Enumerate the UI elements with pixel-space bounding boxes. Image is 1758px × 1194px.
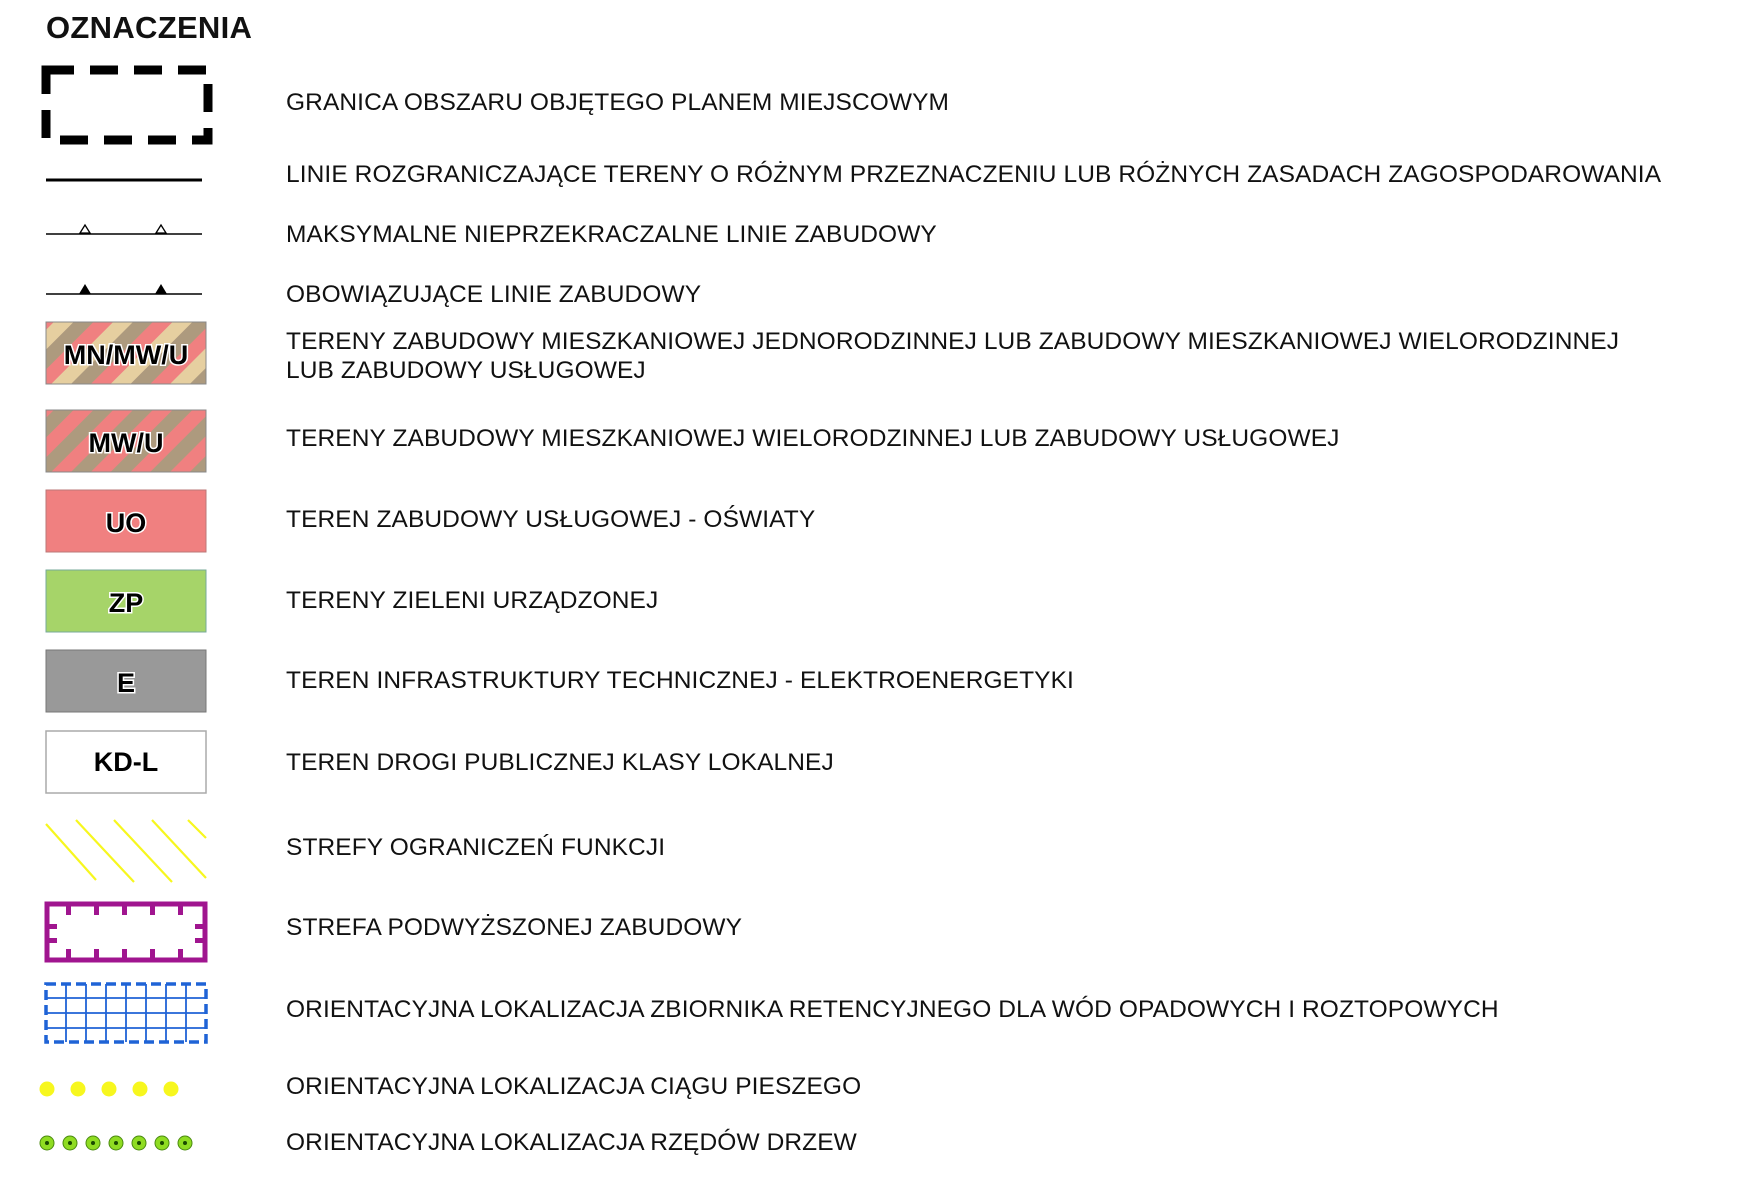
plan-boundary-symbol: [36, 62, 216, 148]
legend-label-retention-tank: ORIENTACYJNA LOKALIZACJA ZBIORNIKA RETENCYJNEGO DLA WÓD OPADOWYCH I ROZTOPOWYCH: [286, 996, 1499, 1023]
uo-zone-swatch: [36, 488, 216, 554]
legend-label-mn-mw-u-line1: TERENY ZABUDOWY MIESZKANIOWEJ JEDNORODZINNEJ LUB ZABUDOWY MIESZKANIOWEJ WIELORODZINNEJ: [286, 328, 1620, 355]
mw-u-zone-swatch: [36, 408, 216, 474]
retention-tank-symbol: [36, 978, 216, 1050]
pedestrian-route-symbol: [36, 1076, 216, 1102]
legend-label-e: TEREN INFRASTRUKTURY TECHNICZNEJ - ELEKTROENERGETYKI: [286, 667, 1074, 694]
max-building-line-symbol: [36, 220, 216, 240]
legend-label-mandatory-building-lines: OBOWIĄZUJĄCE LINIE ZABUDOWY: [286, 281, 702, 308]
legend-label-uo: TEREN ZABUDOWY USŁUGOWEJ - OŚWIATY: [286, 506, 816, 533]
legend-label-kd-l: TEREN DROGI PUBLICZNEJ KLASY LOKALNEJ: [286, 749, 834, 776]
legend-label-pedestrian-route: ORIENTACYJNA LOKALIZACJA CIĄGU PIESZEGO: [286, 1073, 862, 1100]
legend-label-max-building-lines: MAKSYMALNE NIEPRZEKRACZALNE LINIE ZABUDOWY: [286, 221, 937, 248]
zone-code-mn-mw-u: MN/MW/U: [63, 340, 189, 370]
legend-label-plan-boundary: GRANICA OBSZARU OBJĘTEGO PLANEM MIEJSCOWYM: [286, 89, 950, 116]
elevated-building-zone-symbol: [36, 896, 216, 968]
zone-code-kd-l: KD-L: [93, 747, 159, 777]
mandatory-building-line-symbol: [36, 280, 216, 300]
zone-code-zp: ZP: [108, 588, 144, 618]
legend-label-mw-u: TERENY ZABUDOWY MIESZKANIOWEJ WIELORODZINNEJ LUB ZABUDOWY USŁUGOWEJ: [286, 425, 1340, 452]
legend-label-boundary-lines: LINIE ROZGRANICZAJĄCE TERENY O RÓŻNYM PRZEZNACZENIU LUB RÓŻNYCH ZASADACH ZAGOSPODAROWANIA: [286, 161, 1662, 188]
legend-label-elevated-building-zone: STREFA PODWYŻSZONEJ ZABUDOWY: [286, 914, 743, 941]
kd-l-zone-swatch: [36, 728, 216, 796]
zone-code-e: E: [116, 668, 136, 698]
legend-label-tree-rows: ORIENTACYJNA LOKALIZACJA RZĘDÓW DRZEW: [286, 1129, 857, 1156]
boundary-line-symbol: [36, 170, 216, 190]
restriction-zone-hatch-symbol: [36, 818, 216, 884]
mn-mw-u-zone-swatch: [36, 320, 216, 386]
e-zone-swatch: [36, 648, 216, 714]
zone-code-uo: UO: [105, 508, 147, 538]
legend-label-zp: TERENY ZIELENI URZĄDZONEJ: [286, 587, 659, 614]
legend-label-restriction-zones: STREFY OGRANICZEŃ FUNKCJI: [286, 834, 666, 861]
zp-zone-swatch: [36, 568, 216, 634]
legend-title: OZNACZENIA: [46, 10, 253, 45]
tree-rows-symbol: [36, 1130, 216, 1156]
zone-code-mw-u: MW/U: [88, 428, 164, 458]
legend-label-mn-mw-u-line2: LUB ZABUDOWY USŁUGOWEJ: [286, 357, 646, 384]
